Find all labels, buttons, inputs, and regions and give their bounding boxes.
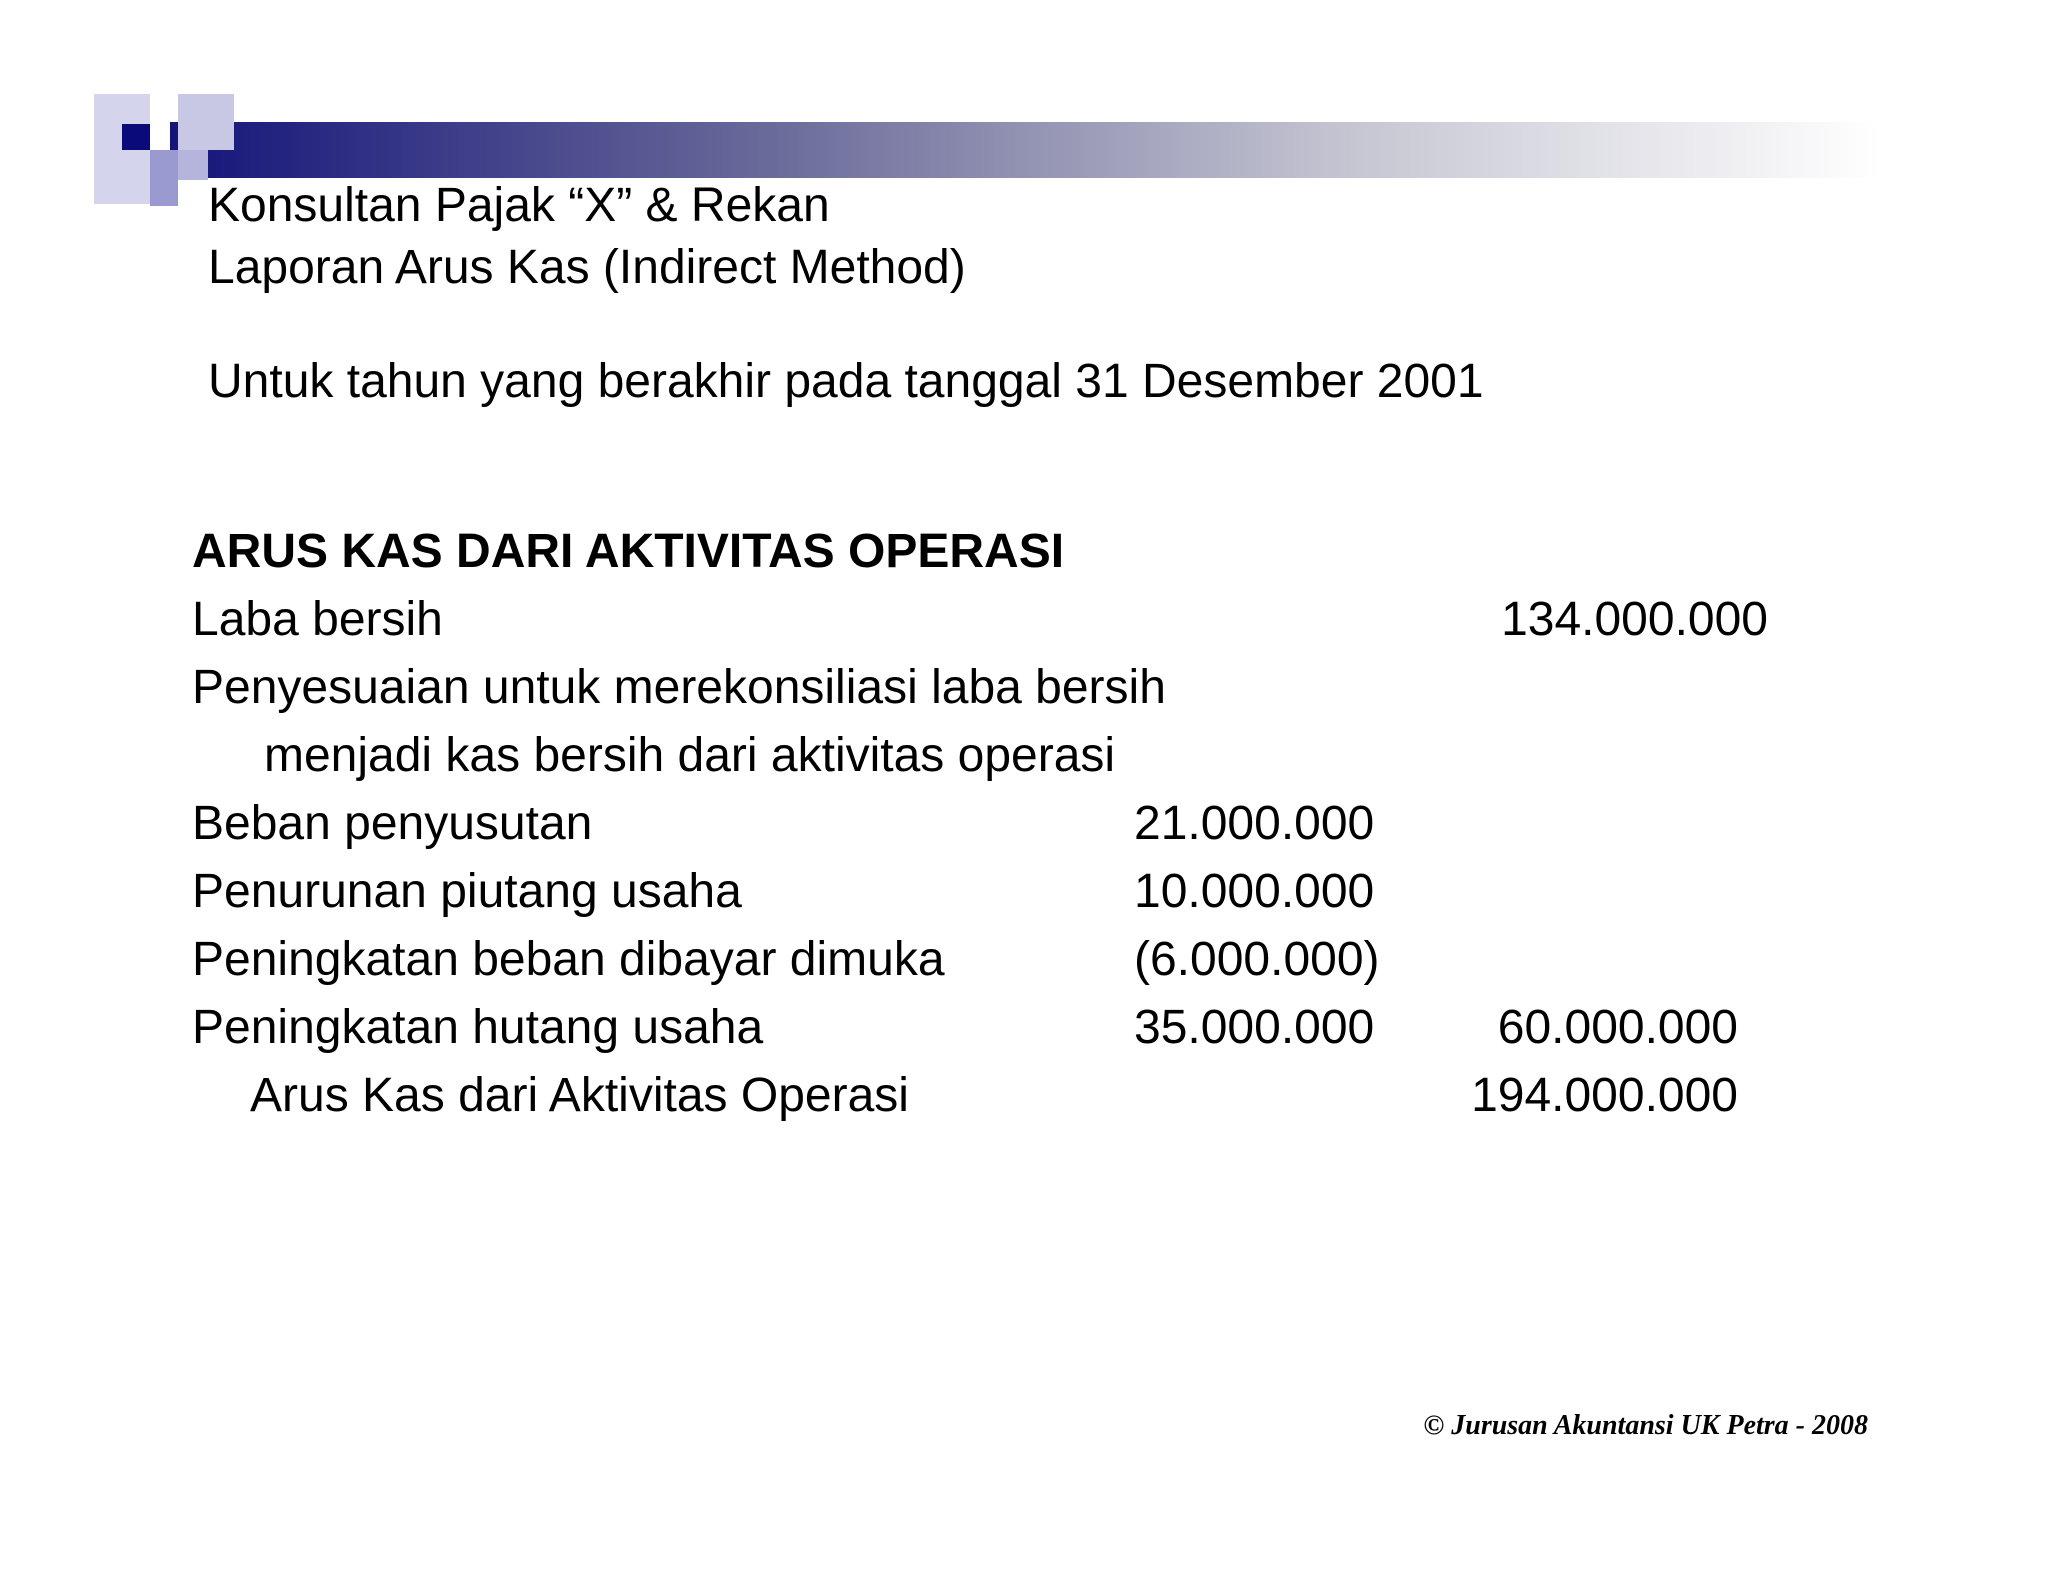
row-label: Peningkatan beban dibayar dimuka	[192, 933, 945, 986]
row-amount-total: 60.000.000	[1497, 1001, 1738, 1054]
deco-square	[178, 94, 234, 150]
statement-row	[0, 930, 2048, 990]
row-label: Peningkatan hutang usaha	[192, 1001, 764, 1054]
row-amount-detail: 21.000.000	[1134, 797, 1375, 850]
statement-row	[0, 794, 2048, 854]
row-label: Penyesuaian untuk merekonsiliasi laba bersih	[192, 661, 1166, 714]
deco-square	[150, 150, 178, 206]
row-amount-detail: 10.000.000	[1134, 865, 1375, 918]
row-label: Arus Kas dari Aktivitas Operasi	[250, 1069, 909, 1122]
statement-row	[0, 862, 2048, 922]
company-name: Konsultan Pajak “X” & Rekan	[208, 179, 830, 232]
row-amount-total: 134.000.000	[1501, 593, 1768, 646]
row-label: menjadi kas bersih dari aktivitas operasi	[264, 729, 1116, 782]
row-amount-detail: 35.000.000	[1134, 1001, 1375, 1054]
statement-row	[0, 998, 2048, 1058]
row-label: Laba bersih	[192, 593, 443, 646]
section-heading: ARUS KAS DARI AKTIVITAS OPERASI	[192, 525, 1065, 578]
deco-square	[178, 150, 208, 180]
header-gradient-bar	[170, 122, 1880, 178]
deco-square	[122, 124, 150, 150]
report-title: Laporan Arus Kas (Indirect Method)	[208, 241, 966, 294]
statement-row	[0, 590, 2048, 650]
statement-row-total	[0, 1066, 2048, 1126]
statement-row	[0, 658, 2048, 718]
report-period: Untuk tahun yang berakhir pada tanggal 31 Desember 2001	[208, 355, 1484, 408]
row-amount-total: 194.000.000	[1471, 1069, 1738, 1122]
row-label: Penurunan piutang usaha	[192, 865, 742, 918]
copyright-footer: © Jurusan Akuntansi UK Petra - 2008	[1423, 1410, 1868, 1441]
row-amount-detail: (6.000.000)	[1134, 933, 1380, 986]
statement-row	[0, 726, 2048, 786]
row-label: Beban penyusutan	[192, 797, 593, 850]
